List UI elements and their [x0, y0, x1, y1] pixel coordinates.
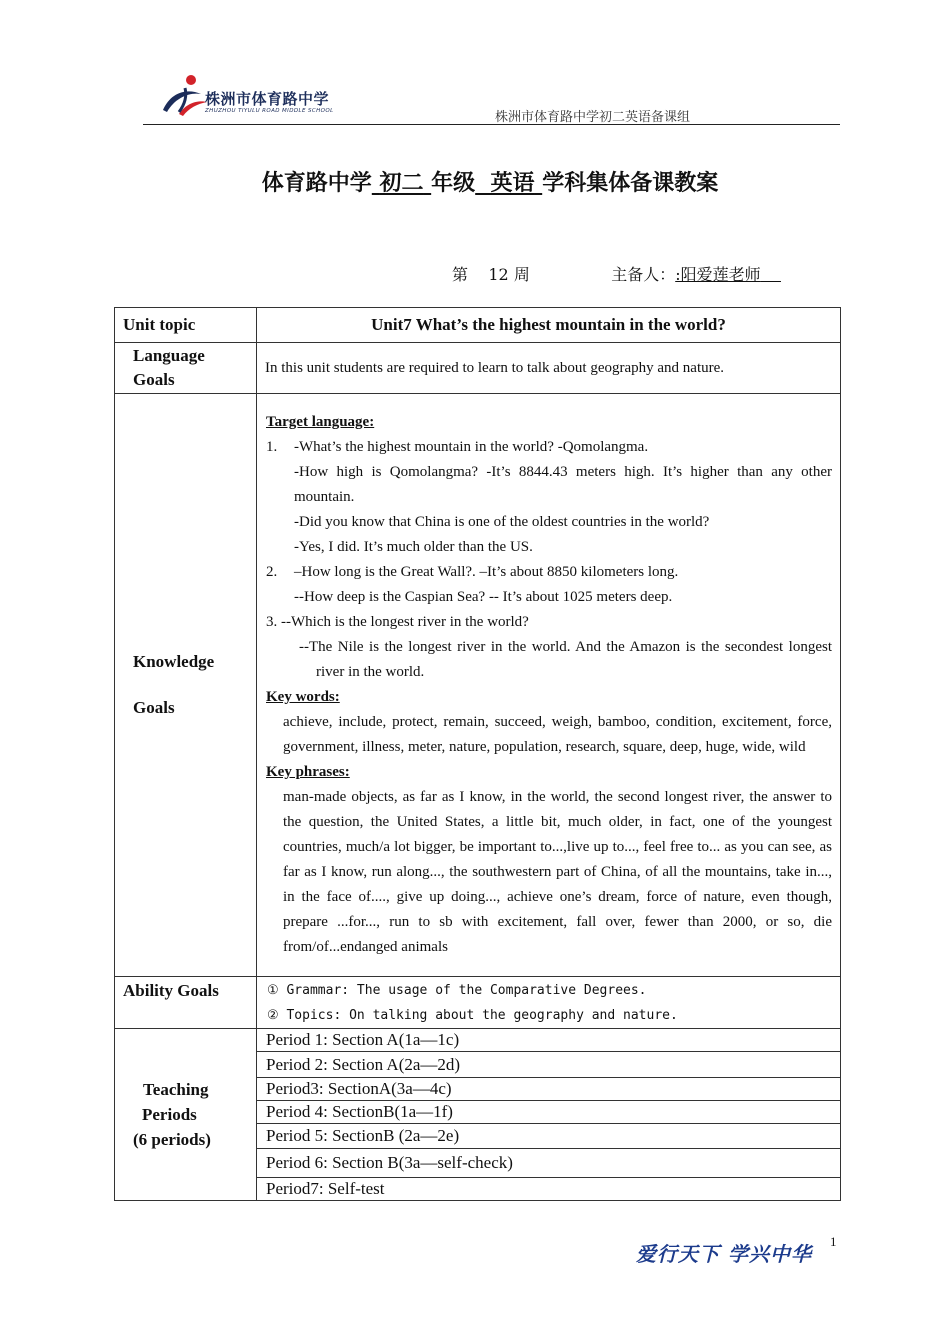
list-item: --The Nile is the longest river in the world. And the Amazon is the secondest longest river in the world. — [299, 639, 832, 680]
period-item: Period7: Self-test — [257, 1178, 841, 1201]
footer-slogan: 爱行天下 学兴中华 — [636, 1242, 812, 1266]
table-row — [115, 977, 841, 1029]
page-number: 1 — [830, 1234, 837, 1249]
list-item: -Yes, I did. It’s much older than the US. — [294, 539, 533, 555]
list-item: -How high is Qomolangma? -It’s 8844.43 meters high. It’s higher than any other mountain. — [294, 464, 832, 505]
document-meta — [452, 262, 781, 285]
unit-topic-value: Unit7 What’s the highest mountain in the world? — [257, 308, 841, 343]
language-goals-value: In this unit students are required to learn to talk about geography and nature. — [257, 343, 841, 394]
key-phrases-heading: Key phrases: — [266, 764, 350, 780]
language-goals-label: Language Goals — [115, 343, 257, 394]
knowledge-goals-label: Knowledge Goals — [115, 394, 257, 977]
period-item: Period 6: Section B(3a—self-check) — [257, 1149, 841, 1178]
table-row — [115, 308, 841, 343]
list-item: 3. --Which is the longest river in the world? — [266, 614, 529, 630]
unit-topic-label: Unit topic — [115, 308, 257, 343]
period-item: Period 5: SectionB (2a—2e) — [257, 1124, 841, 1149]
school-name-en: ZHUZHOU TIYULU ROAD MIDDLE SCHOOL — [205, 108, 334, 114]
list-item: --How deep is the Caspian Sea? -- It’s about 1025 meters deep. — [294, 589, 673, 605]
author-label: 主备人： — [611, 265, 676, 284]
list-item: -Did you know that China is one of the oldest countries in the world? — [294, 514, 710, 530]
week-value: 12 — [488, 265, 509, 284]
header-group-name: 株洲市体育路中学初二英语备课组 — [494, 110, 690, 125]
table-row — [115, 343, 841, 394]
period-item: Period 2: Section A(2a—2d) — [257, 1052, 841, 1078]
list-item: 1. -What’s the highest mountain in the world? -Qomolangma. — [266, 439, 649, 455]
ability-goals-label: Ability Goals — [115, 977, 257, 1029]
week-unit: 周 — [513, 265, 530, 284]
period-item: Period3: SectionA(3a—4c) — [257, 1078, 841, 1101]
period-item: Period 1: Section A(1a—1c) — [257, 1029, 841, 1052]
ability-goals-content: ① Grammar: The usage of the Comparative Degrees. ② Topics: On talking about the geography and nature. — [257, 977, 841, 1029]
target-language-heading: Target language: — [266, 414, 375, 430]
table-row — [115, 1029, 841, 1052]
key-words-text: achieve, include, protect, remain, succeed, weigh, bamboo, condition, excitement, force, government, illness, meter, nature, population, research, square, deep, huge, wide, wild — [283, 714, 832, 755]
key-words-heading: Key words: — [266, 689, 340, 705]
document-title: 体育路中学 初二 年级 英语 学科集体备课教案 — [261, 171, 719, 196]
table-row — [115, 394, 841, 977]
key-phrases-text: man-made objects, as far as I know, in the world, the second longest river, the answer to the question, the United States, a little bit, much older, in fact, one of the youngest countries, much/a lot bigger, be important to...,live up to..., feel free to... as you can see, as far as I know, run along..., the southwestern part of China, of all the mountains, take in..., in the face of...., give up doing..., achieve one’s dream, force of nature, even though, prepare ...for..., run to sb with excitement, fall over, fewer than 2000, or so, die from/of...endanged animals — [283, 789, 832, 955]
teaching-periods-label: Teaching Periods (6 periods) — [115, 1029, 257, 1201]
period-item: Period 4: SectionB(1a—1f) — [257, 1101, 841, 1124]
knowledge-goals-content — [257, 394, 841, 977]
page-header — [143, 68, 840, 125]
week-label: 第 — [452, 265, 469, 284]
list-item: 2. –How long is the Great Wall?. –It’s about 8850 kilometers long. — [266, 564, 679, 580]
lesson-plan-table — [114, 307, 841, 1201]
school-name-cn: 株洲市体育路中学 — [205, 90, 330, 108]
author-value: :阳爱莲老师 — [675, 265, 761, 284]
